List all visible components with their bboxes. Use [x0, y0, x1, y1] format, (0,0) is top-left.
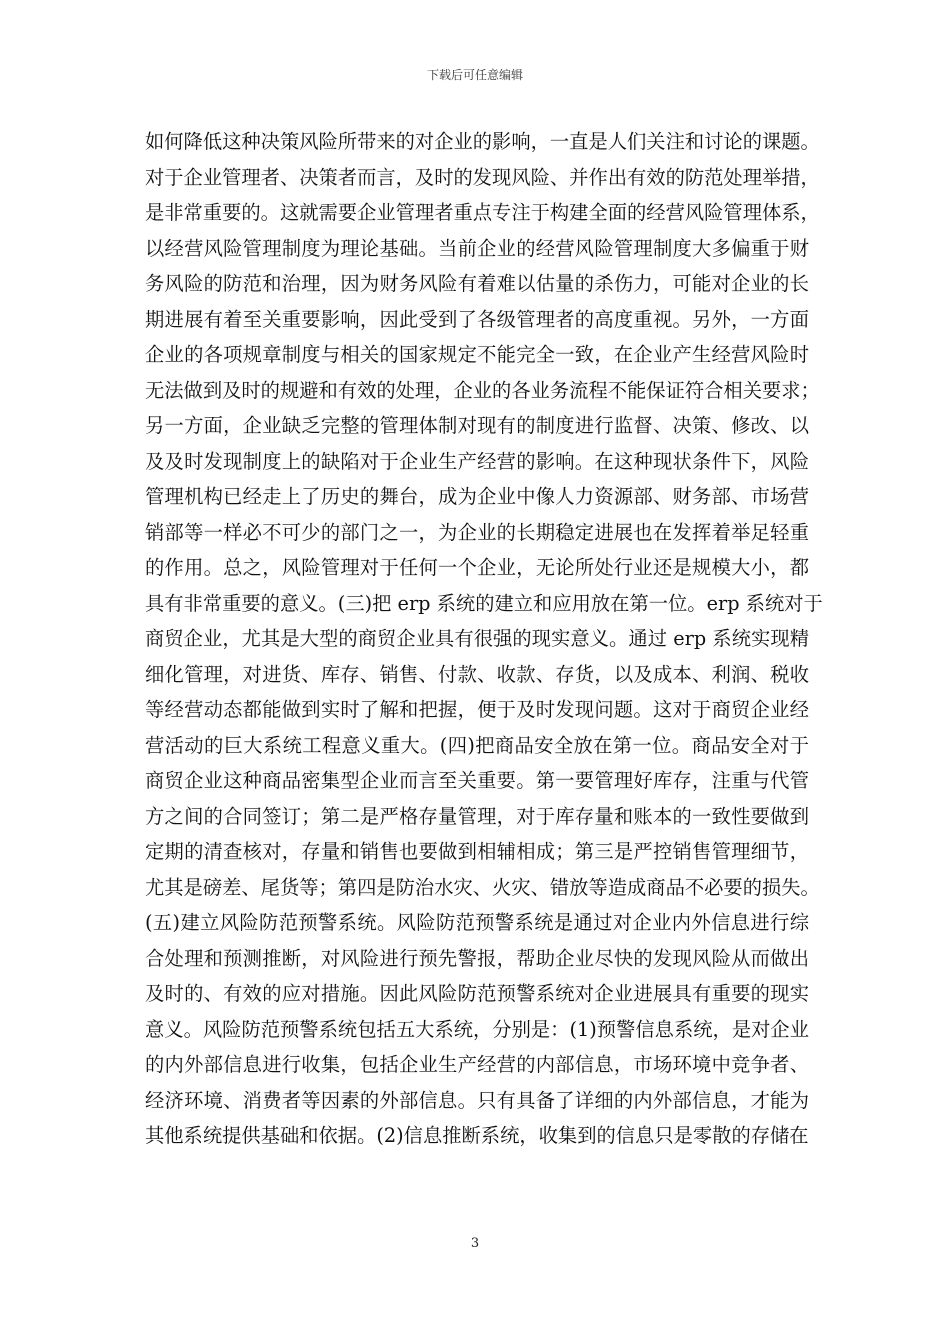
text-line: 方之间的合同签订；第二是严格存量管理，对于库存量和账本的一致性要做到: [145, 804, 809, 828]
page-number: 3: [470, 1236, 480, 1251]
text-line: 如何降低这种决策风险所带来的对企业的影响，一直是人们关注和讨论的课题。: [145, 130, 820, 153]
text-line: 是非常重要的。这就需要企业管理者重点专注于构建全面的经营风险管理体系，: [145, 201, 820, 224]
text-line: 及时的、有效的应对措施。因此风险防范预警系统对企业进展具有重要的现实: [145, 982, 809, 1005]
body-text: [145, 124, 823, 1154]
text-line: 意义。风险防范预警系统包括五大系统，分别是：(1)预警信息系统，是对企业: [145, 1017, 809, 1041]
text-line: 企业的各项规章制度与相关的国家规定不能完全一致，在企业产生经营风险时: [145, 343, 809, 366]
text-line: 对于企业管理者、决策者而言，及时的发现风险、并作出有效的防范处理举措，: [145, 165, 820, 189]
text-line: 商贸企业这种商品密集型企业而言至关重要。第一要管理好库存，注重与代管: [145, 769, 809, 792]
text-line: 的作用。总之，风险管理对于任何一个企业，无论所处行业还是规模大小，都: [145, 556, 809, 579]
text-line: 销部等一样必不可少的部门之一，为企业的长期稳定进展也在发挥着举足轻重: [145, 520, 809, 544]
text-line: 其他系统提供基础和依据。(2)信息推断系统，收集到的信息只是零散的存储在: [145, 1124, 809, 1147]
text-line: 务风险的防范和治理，因为财务风险有着难以估量的杀伤力，可能对企业的长: [145, 272, 809, 295]
page-header: 下载后可任意编辑: [426, 68, 523, 82]
text-line: 定期的清查核对，存量和销售也要做到相辅相成；第三是严控销售管理细节，: [145, 840, 809, 863]
text-line: 合处理和预测推断，对风险进行预先警报，帮助企业尽快的发现风险从而做出: [145, 946, 809, 970]
text-line: 具有非常重要的意义。(三)把 erp 系统的建立和应用放在第一位。erp 系统对于: [145, 591, 823, 615]
text-line: 管理机构已经走上了历史的舞台，成为企业中像人力资源部、财务部、市场营: [145, 485, 809, 508]
text-line: 及及时发现制度上的缺陷对于企业生产经营的影响。在这种现状条件下，风险: [145, 449, 809, 473]
text-line: 营活动的巨大系统工程意义重大。(四)把商品安全放在第一位。商品安全对于: [145, 733, 809, 757]
text-line: 期进展有着至关重要影响，因此受到了各级管理者的高度重视。另外，一方面: [145, 307, 809, 331]
text-line: 的内外部信息进行收集，包括企业生产经营的内部信息，市场环境中竞争者、: [145, 1053, 809, 1076]
text-line: 尤其是磅差、尾货等；第四是防治水灾、火灾、错放等造成商品不必要的损失。: [145, 875, 820, 899]
text-line: 另一方面，企业缺乏完整的管理体制对现有的制度进行监督、决策、修改、以: [145, 414, 809, 437]
text-line: 无法做到及时的规避和有效的处理，企业的各业务流程不能保证符合相关要求；: [145, 378, 820, 402]
text-line: 经济环境、消费者等因素的外部信息。只有具备了详细的内外部信息，才能为: [145, 1088, 809, 1112]
text-line: 细化管理，对进货、库存、销售、付款、收款、存货，以及成本、利润、税收: [145, 662, 809, 686]
text-line: 商贸企业，尤其是大型的商贸企业具有很强的现实意义。通过 erp 系统实现精: [145, 627, 809, 650]
text-line: 以经营风险管理制度为理论基础。当前企业的经营风险管理制度大多偏重于财: [145, 236, 809, 260]
text-line: (五)建立风险防范预警系统。风险防范预警系统是通过对企业内外信息进行综: [145, 911, 809, 934]
text-line: 等经营动态都能做到实时了解和把握，便于及时发现问题。这对于商贸企业经: [145, 698, 809, 721]
